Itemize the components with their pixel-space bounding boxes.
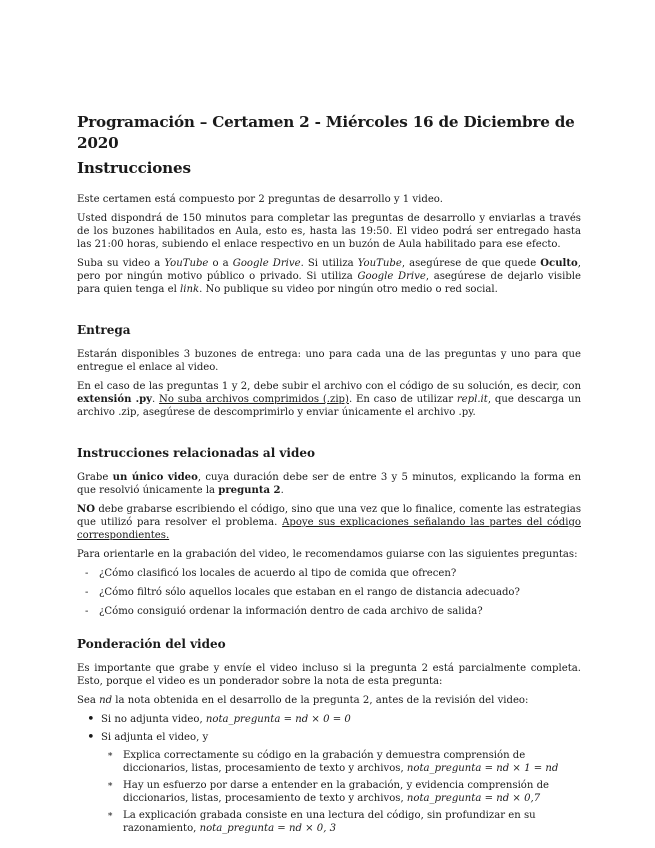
list-item: ∗ Hay un esfuerzo por darse a entender en la grabación, y evidencia comprensión de diccionarios, listas, procesamiento de texto y archivos, nota_pregunta = nd × 0,7 xyxy=(107,779,581,805)
list-item: • Si no adjunta video, nota_pregunta = nd × 0 = 0 xyxy=(87,713,581,726)
ponderacion-sublist xyxy=(101,749,581,835)
video-heading: Instrucciones relacionadas al video xyxy=(77,446,315,460)
entrega-paragraph-1: Estarán disponibles 3 buzones de entrega: uno para cada una de las preguntas y uno para que entregue el enlace al video. xyxy=(77,349,581,373)
video-paragraph-1: Grabe un único video, cuya duración debe ser de entre 3 y 5 minutos, explicando la forma en que resolvió únicamente la pregunta 2. xyxy=(77,472,581,496)
video-paragraph-2: NO debe grabarse escribiendo el código, sino que una vez que lo finalice, comente las estrategias que utilizó para resolver el problema. Apoye sus explicaciones señalando las partes del código correspondientes. xyxy=(77,504,581,541)
list-item: • Si adjunta el video, y ∗ Explica correctamente su código en la grabación y demuestra comprensión de diccionarios, listas, procesamiento de texto y archivos, nota_pregunta = nd × 1 = nd ∗ Hay un esfuerzo por darse a entender en la grabación, y evidencia comprensión de diccionarios, listas, procesamiento de texto y archivos, nota_pregunta = nd × 0,7 ∗ La explicación grabada consiste en una lectura del código, sin profundizar en su razonamiento, nota_pregunta = nd × 0, 3 xyxy=(87,731,581,835)
list-item: - ¿Cómo consiguió ordenar la información dentro de cada archivo de salida? xyxy=(85,605,581,618)
intro-paragraph-1: Este certamen está compuesto por 2 preguntas de desarrollo y 1 video. xyxy=(77,194,443,205)
ponderacion-paragraph-1: Es importante que grabe y envíe el video incluso si la pregunta 2 está parcialmente completa. Esto, porque el video es un ponderador sobre la nota de esta pregunta: xyxy=(77,663,581,687)
ponderacion-heading: Ponderación del video xyxy=(77,637,226,651)
document-page xyxy=(77,112,581,840)
list-item: - ¿Cómo filtró sólo aquellos locales que estaban en el rango de distancia adecuado? xyxy=(85,586,581,599)
list-item: ∗ Explica correctamente su código en la grabación y demuestra comprensión de diccionarios, listas, procesamiento de texto y archivos, nota_pregunta = nd × 1 = nd xyxy=(107,749,581,775)
intro-paragraph-3: Suba su video a YouTube o a Google Drive. Si utiliza YouTube, asegúrese de que quede Oculto, pero por ningún motivo público o privado. Si utiliza Google Drive, asegúrese de dejarlo visible para quien tenga el link. No publique su video por ningún otro medio o red social. xyxy=(77,258,581,295)
document-title: Programación – Certamen 2 - Miércoles 16 de Diciembre de 2020 xyxy=(77,113,575,152)
entrega-heading: Entrega xyxy=(77,323,131,337)
list-item: - ¿Cómo clasificó los locales de acuerdo al tipo de comida que ofrecen? xyxy=(85,567,581,580)
video-questions-list xyxy=(77,567,581,618)
list-item: ∗ La explicación grabada consiste en una lectura del código, sin profundizar en su razonamiento, nota_pregunta = nd × 0, 3 xyxy=(107,809,581,835)
ponderacion-paragraph-2: Sea nd la nota obtenida en el desarrollo de la pregunta 2, antes de la revisión del video: xyxy=(77,695,529,706)
intro-paragraph-2: Usted dispondrá de 150 minutos para completar las preguntas de desarrollo y enviarlas a través de los buzones habilitados en Aula, esto es, hasta las 19:50. El video podrá ser entregado hasta las 21:00 horas, subiendo el enlace respectivo en un buzón de Aula habilitado para ese efecto. xyxy=(77,213,581,250)
instructions-heading: Instrucciones xyxy=(77,159,191,177)
ponderacion-list xyxy=(77,713,581,835)
entrega-paragraph-2: En el caso de las preguntas 1 y 2, debe subir el archivo con el código de su solución, es decir, con extensión .py. No suba archivos comprimidos (.zip). En caso de utilizar repl.it, que descarga un archivo .zip, asegúrese de descomprimirlo y enviar únicamente el archivo .py. xyxy=(77,381,582,418)
video-paragraph-3: Para orientarle en la grabación del video, le recomendamos guiarse con las siguientes preguntas: xyxy=(77,549,578,560)
